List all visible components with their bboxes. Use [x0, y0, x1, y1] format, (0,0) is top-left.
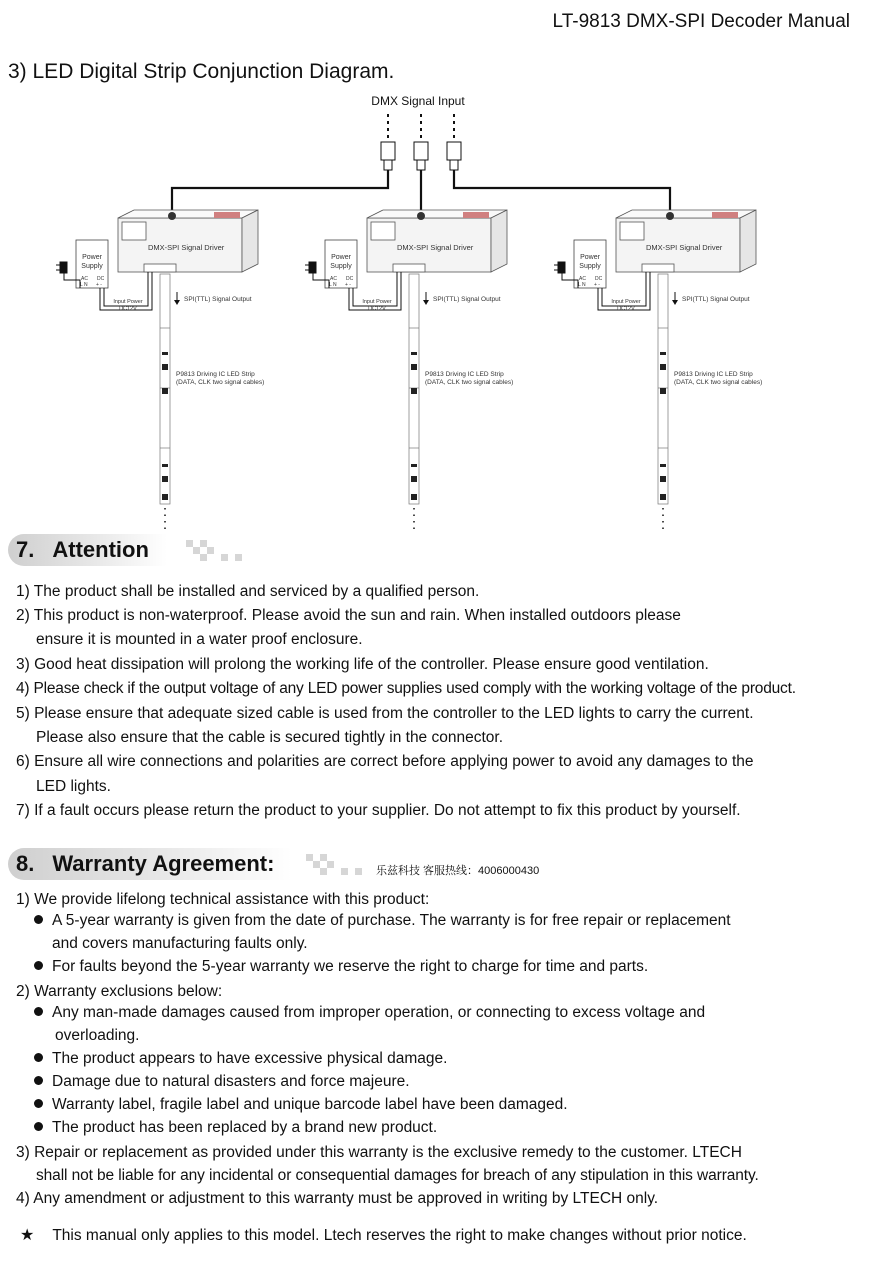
input-power-label-line1: Input Power	[611, 299, 641, 305]
warranty-item-4: 4) Any amendment or adjustment to this warranty must be approved in writing by LTECH only.	[16, 1190, 659, 1207]
warranty-item-3: 3) Repair or replacement as provided under this warranty is the exclusive remedy to the customer. LTECH	[16, 1144, 742, 1161]
footer-note	[20, 1225, 747, 1245]
psu-label-line1: Power	[331, 254, 351, 261]
driver-label: DMX-SPI Signal Driver	[397, 243, 474, 252]
psu-label-line2: Supply	[330, 263, 352, 270]
psu-label-line1: Power	[82, 254, 102, 261]
strip-label-line1: P9813 Driving IC LED Strip	[176, 371, 255, 378]
strip-label-line1: P9813 Driving IC LED Strip	[674, 371, 753, 378]
attention-item-2: 2) This product is non-waterproof. Please avoid the sun and rain. When installed outdoors please	[16, 607, 681, 624]
attention-number: 7.	[16, 537, 35, 562]
driver-label: DMX-SPI Signal Driver	[148, 243, 225, 252]
warranty-title: Warranty Agreement:	[52, 851, 275, 876]
attention-item-5-cont: Please also ensure that the cable is secured tightly in the connector.	[36, 729, 504, 746]
psu-dc-label: DC	[595, 276, 603, 282]
psu-ac-label: AC	[579, 276, 586, 282]
warranty-bullet-cont: and covers manufacturing faults only.	[52, 935, 308, 952]
spi-output-label: SPI(TTL) Signal Output	[184, 296, 252, 303]
spi-output-label: SPI(TTL) Signal Output	[682, 296, 750, 303]
warranty-heading	[8, 848, 368, 880]
warranty-bullet: The product has been replaced by a brand new product.	[34, 1119, 437, 1137]
warranty-bullet: For faults beyond the 5-year warranty we reserve the right to charge for time and parts.	[34, 958, 648, 976]
warranty-bullet: The product appears to have excessive physical damage.	[34, 1050, 447, 1068]
driver-box	[118, 210, 258, 272]
unit-2	[305, 210, 513, 530]
dmx-input-plugs	[172, 114, 670, 210]
psu-ln-label: L N	[329, 282, 337, 288]
psu-dc-label: DC	[346, 276, 354, 282]
driver-label: DMX-SPI Signal Driver	[646, 243, 723, 252]
warranty-bullet: Warranty label, fragile label and unique barcode label have been damaged.	[34, 1096, 568, 1114]
attention-title: Attention	[52, 537, 149, 562]
attention-item-3: 3) Good heat dissipation will prolong the working life of the controller. Please ensure good ventilation.	[16, 656, 709, 673]
psu-dc-label: DC	[97, 276, 105, 282]
warranty-item-2: 2) Warranty exclusions below:	[16, 983, 223, 1000]
warranty-heading-bar	[8, 848, 292, 880]
psu-label-line2: Supply	[579, 263, 601, 270]
psu-pm-label: + -	[594, 282, 600, 288]
psu-label-line2: Supply	[81, 263, 103, 270]
input-power-label-line2: DC12V	[368, 306, 386, 312]
psu-ac-label: AC	[330, 276, 337, 282]
strip-label-line1: P9813 Driving IC LED Strip	[425, 371, 504, 378]
input-power-label-line2: DC12V	[119, 306, 137, 312]
driver-box	[616, 210, 756, 272]
psu-label-line1: Power	[580, 254, 600, 261]
warranty-item-3-cont: shall not be liable for any incidental or consequential damages for breach of any stipulation in this warranty.	[36, 1167, 759, 1184]
spi-output-label: SPI(TTL) Signal Output	[433, 296, 501, 303]
conjunction-diagram	[0, 88, 872, 538]
bullet-dot-icon	[34, 1099, 43, 1108]
driver-box	[367, 210, 507, 272]
warranty-bullet-cont: overloading.	[55, 1027, 140, 1044]
attention-item-2-cont: ensure it is mounted in a water proof enclosure.	[36, 631, 363, 648]
attention-item-4: 4) Please check if the output voltage of any LED power supplies used comply with the working voltage of the product.	[16, 680, 796, 697]
footer-note-text: This manual only applies to this model. Ltech reserves the right to make changes without prior notice.	[52, 1227, 747, 1244]
warranty-bullet: Damage due to natural disasters and force majeure.	[34, 1073, 410, 1091]
attention-heading-bar	[8, 534, 167, 566]
psu-ac-label: AC	[81, 276, 88, 282]
unit-1	[56, 210, 264, 530]
psu-ln-label: L N	[578, 282, 586, 288]
warranty-bullet: Any man-made damages caused from improper operation, or connecting to excess voltage and	[34, 1004, 705, 1022]
attention-item-5: 5) Please ensure that adequate sized cable is used from the controller to the LED lights to carry the current.	[16, 705, 754, 722]
diagram-section-title: 3) LED Digital Strip Conjunction Diagram.	[8, 60, 395, 83]
service-hotline: 乐兹科技 客服热线：4006000430	[376, 865, 540, 877]
strip-label-line2: (DATA, CLK two signal cables)	[425, 379, 514, 386]
star-icon: ★	[20, 1227, 35, 1244]
bullet-dot-icon	[34, 1122, 43, 1131]
psu-pm-label: + -	[345, 282, 351, 288]
attention-item-6-cont: LED lights.	[36, 778, 111, 795]
bullet-dot-icon	[34, 961, 43, 970]
input-power-label-line1: Input Power	[362, 299, 392, 305]
psu-ln-label: L N	[80, 282, 88, 288]
bullet-dot-icon	[34, 1007, 43, 1016]
attention-item-7: 7) If a fault occurs please return the product to your supplier. Do not attempt to fix this product by yourself.	[16, 802, 741, 819]
warranty-item-1: 1) We provide lifelong technical assistance with this product:	[16, 891, 430, 908]
bullet-dot-icon	[34, 1076, 43, 1085]
strip-label-line2: (DATA, CLK two signal cables)	[674, 379, 763, 386]
input-power-label-line2: DC12V	[617, 306, 635, 312]
warranty-bullet: A 5-year warranty is given from the date of purchase. The warranty is for free repair or replacement	[34, 912, 731, 930]
input-power-label-line1: Input Power	[113, 299, 143, 305]
attention-heading	[8, 534, 248, 566]
bullet-dot-icon	[34, 915, 43, 924]
dmx-signal-input-label: DMX Signal Input	[371, 94, 465, 108]
document-header: LT-9813 DMX-SPI Decoder Manual	[552, 11, 850, 32]
bullet-dot-icon	[34, 1053, 43, 1062]
strip-label-line2: (DATA, CLK two signal cables)	[176, 379, 265, 386]
attention-item-1: 1) The product shall be installed and serviced by a qualified person.	[16, 583, 480, 600]
unit-3	[554, 210, 762, 530]
attention-item-6: 6) Ensure all wire connections and polarities are correct before applying power to avoid any damages to the	[16, 753, 754, 770]
psu-pm-label: + -	[96, 282, 102, 288]
warranty-number: 8.	[16, 851, 35, 876]
